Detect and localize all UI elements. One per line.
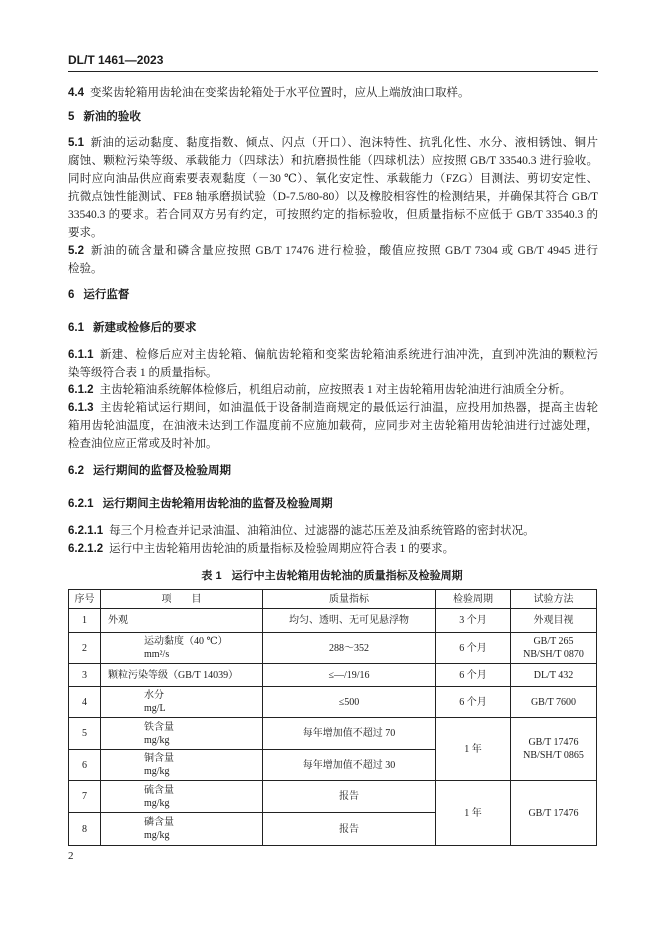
clause-line — [68, 522, 598, 540]
cell-method: 外观目视 — [511, 609, 597, 633]
section-6-2-heading — [68, 462, 598, 480]
method-line: GB/T 17476 — [528, 737, 579, 748]
item-unit: mm²/s — [144, 649, 170, 660]
cell-method-merged — [511, 718, 597, 781]
table-row — [69, 718, 597, 750]
method-line: NB/SH/T 0865 — [523, 750, 584, 761]
header-method: 试验方法 — [511, 590, 597, 609]
clause-number: 5.1 — [68, 137, 84, 149]
cell-item — [101, 718, 263, 750]
section-6-1-heading — [68, 319, 598, 337]
header-period: 检验周期 — [436, 590, 511, 609]
table-row — [69, 664, 597, 687]
item-unit: mg/L — [144, 703, 166, 714]
clause-line — [68, 399, 598, 417]
clause-line: 箱用齿轮油温度，在油液未达到工作温度前不应施加载荷，应同步对主齿轮箱用齿轮油进行过滤处理， — [68, 420, 598, 432]
section-number: 6.2 — [68, 465, 84, 477]
item-name: 运动黏度（40 ℃） — [144, 636, 228, 647]
cell-no: 5 — [69, 718, 101, 750]
cell-no: 4 — [69, 687, 101, 718]
document-code-header: DL/T 1461—2023 — [68, 53, 164, 67]
cell-period: 6 个月 — [436, 687, 511, 718]
cell-item — [101, 781, 263, 813]
cell-method-merged: GB/T 17476 — [511, 781, 597, 846]
clause-6-1-3 — [68, 399, 598, 453]
clause-text: 新油的运动黏度、黏度指数、倾点、闪点（开口）、泡沫特性、抗乳化性、水分、液相锈蚀、铜片 — [90, 137, 598, 149]
cell-method: GB/T 7600 — [511, 687, 597, 718]
method-line: GB/T 265 — [533, 636, 574, 647]
section-title: 新油的验收 — [83, 111, 141, 123]
cell-period: 3 个月 — [436, 609, 511, 633]
clause-5-1 — [68, 134, 598, 242]
section-number: 6 — [68, 289, 75, 301]
item-name: 水分 — [144, 690, 164, 701]
cell-quality: 报告 — [263, 781, 436, 813]
cell-quality: 每年增加值不超过 30 — [263, 750, 436, 781]
clause-6-2-1-2 — [68, 540, 598, 558]
clause-line: 抗微点蚀性能测试、FE8 轴承磨损试验（D-7.5/80-80）以及橡胶相容性的检测结果，并确保其符合 GB/T — [68, 191, 598, 203]
clause-text: 每三个月检查并记录油温、油箱油位、过滤器的滤芯压差及油系统管路的密封状况。 — [109, 525, 535, 537]
method-line: NB/SH/T 0870 — [523, 649, 584, 660]
clause-text: 主齿轮箱试运行期间，如油温低于设备制造商规定的最低运行油温，应投用加热器，提高主齿轮 — [99, 402, 598, 414]
item-name: 硫含量 — [144, 784, 174, 796]
cell-method: DL/T 432 — [511, 664, 597, 687]
item-name: 铜含量 — [144, 753, 174, 764]
cell-no: 3 — [69, 664, 101, 687]
table-row — [69, 609, 597, 633]
table-row — [69, 633, 597, 664]
cell-no: 1 — [69, 609, 101, 633]
section-title: 运行期间主齿轮箱用齿轮油的监督及检验周期 — [102, 498, 333, 510]
clause-text: 运行中主齿轮箱用齿轮油的质量指标及检验周期应符合表 1 的要求。 — [109, 543, 455, 555]
cell-period-merged: 1 年 — [436, 718, 511, 781]
section-5-heading — [68, 108, 598, 126]
clause-4-4 — [68, 84, 598, 102]
item-unit: mg/kg — [144, 734, 170, 746]
clause-line — [68, 84, 598, 102]
clause-number: 6.1.1 — [68, 349, 94, 361]
cell-item: 颗粒污染等级（GB/T 14039） — [101, 664, 263, 687]
item-unit: mg/kg — [144, 797, 170, 809]
cell-item: 外观 — [101, 609, 263, 633]
cell-quality: 报告 — [263, 813, 436, 846]
clause-line: 染等级符合表 1 的质量指标。 — [68, 367, 218, 379]
clause-text: 变桨齿轮箱用齿轮油在变桨齿轮箱处于水平位置时，应从上端放油口取样。 — [90, 87, 470, 99]
clause-line: 腐蚀、颗粒污染等级、承载能力（四球法）和抗磨损性能（四球机法）应按照 GB/T 33540.3 进行验收。 — [68, 155, 598, 167]
table-caption-title: 运行中主齿轮箱用齿轮油的质量指标及检验周期 — [231, 570, 463, 582]
clause-text: 主齿轮箱油系统解体检修后，机组启动前，应按照表 1 对主齿轮箱用齿轮油进行油质全分析。 — [99, 384, 572, 396]
section-6-heading — [68, 286, 598, 304]
clause-line — [68, 134, 598, 152]
cell-item — [101, 633, 263, 664]
clause-number: 6.2.1.2 — [68, 543, 104, 555]
clause-text: 新建、检修后应对主齿轮箱、偏航齿轮箱和变桨齿轮箱油系统进行油冲洗，直到冲洗油的颗粒污 — [99, 349, 598, 361]
quality-index-table — [68, 589, 597, 846]
clause-line: 同时应向油品供应商索要表观黏度（－30 ℃）、氧化安定性、承载能力（FZG）目测法、剪切安定性、 — [68, 173, 598, 185]
section-number: 6.1 — [68, 322, 84, 334]
cell-method — [511, 633, 597, 664]
clause-5-2 — [68, 242, 598, 278]
table-caption-number: 表 1 — [201, 570, 222, 582]
clause-6-2-1-1 — [68, 522, 598, 540]
header-rule — [68, 71, 598, 72]
item-name: 铁含量 — [144, 721, 174, 733]
section-number: 6.2.1 — [68, 498, 94, 510]
cell-quality: ≤—/19/16 — [263, 664, 436, 687]
page-number: 2 — [68, 850, 74, 862]
header-item: 项 目 — [101, 590, 263, 609]
section-title: 新建或检修后的要求 — [93, 322, 197, 334]
cell-period: 6 个月 — [436, 633, 511, 664]
cell-no: 6 — [69, 750, 101, 781]
cell-item — [101, 813, 263, 846]
clause-line — [68, 381, 598, 399]
section-title: 运行期间的监督及检验周期 — [93, 465, 231, 477]
clause-line — [68, 242, 598, 260]
cell-quality: 每年增加值不超过 70 — [263, 718, 436, 750]
header-quality: 质量指标 — [263, 590, 436, 609]
table-header-row — [69, 590, 597, 609]
clause-line — [68, 540, 598, 558]
cell-no: 7 — [69, 781, 101, 813]
section-number: 5 — [68, 111, 75, 123]
cell-no: 8 — [69, 813, 101, 846]
clause-line: 33540.3 的要求。若合同双方另有约定，可按照约定的指标验收，但质量指标不应低于 GB/T 33540.3 的 — [68, 209, 598, 221]
cell-no: 2 — [69, 633, 101, 664]
clause-line: 检查油位应正常或及时补加。 — [68, 438, 218, 450]
cell-quality: ≤500 — [263, 687, 436, 718]
cell-quality: 288～352 — [263, 633, 436, 664]
table-row — [69, 687, 597, 718]
clause-line: 检验。 — [68, 263, 103, 275]
table-row — [69, 781, 597, 813]
clause-6-1-2 — [68, 381, 598, 399]
clause-line — [68, 346, 598, 364]
clause-line: 要求。 — [68, 227, 103, 239]
section-title: 运行监督 — [83, 289, 130, 301]
clause-number: 6.1.3 — [68, 402, 94, 414]
section-6-2-1-heading — [68, 495, 598, 513]
clause-text: 新油的硫含量和磷含量应按照 GB/T 17476 进行检验，酸值应按照 GB/T 7304 或 GB/T 4945 进行 — [90, 245, 598, 257]
clause-number: 6.2.1.1 — [68, 525, 104, 537]
cell-quality: 均匀、透明、无可见悬浮物 — [263, 609, 436, 633]
clause-number: 6.1.2 — [68, 384, 94, 396]
item-name: 磷含量 — [144, 817, 174, 828]
cell-period-merged: 1 年 — [436, 781, 511, 846]
table-caption — [68, 568, 596, 584]
item-unit: mg/kg — [144, 766, 170, 777]
item-unit: mg/kg — [144, 830, 170, 841]
header-no: 序号 — [69, 590, 101, 609]
cell-item — [101, 687, 263, 718]
clause-number: 5.2 — [68, 245, 84, 257]
cell-period: 6 个月 — [436, 664, 511, 687]
clause-number: 4.4 — [68, 87, 84, 99]
cell-item — [101, 750, 263, 781]
clause-6-1-1 — [68, 346, 598, 382]
